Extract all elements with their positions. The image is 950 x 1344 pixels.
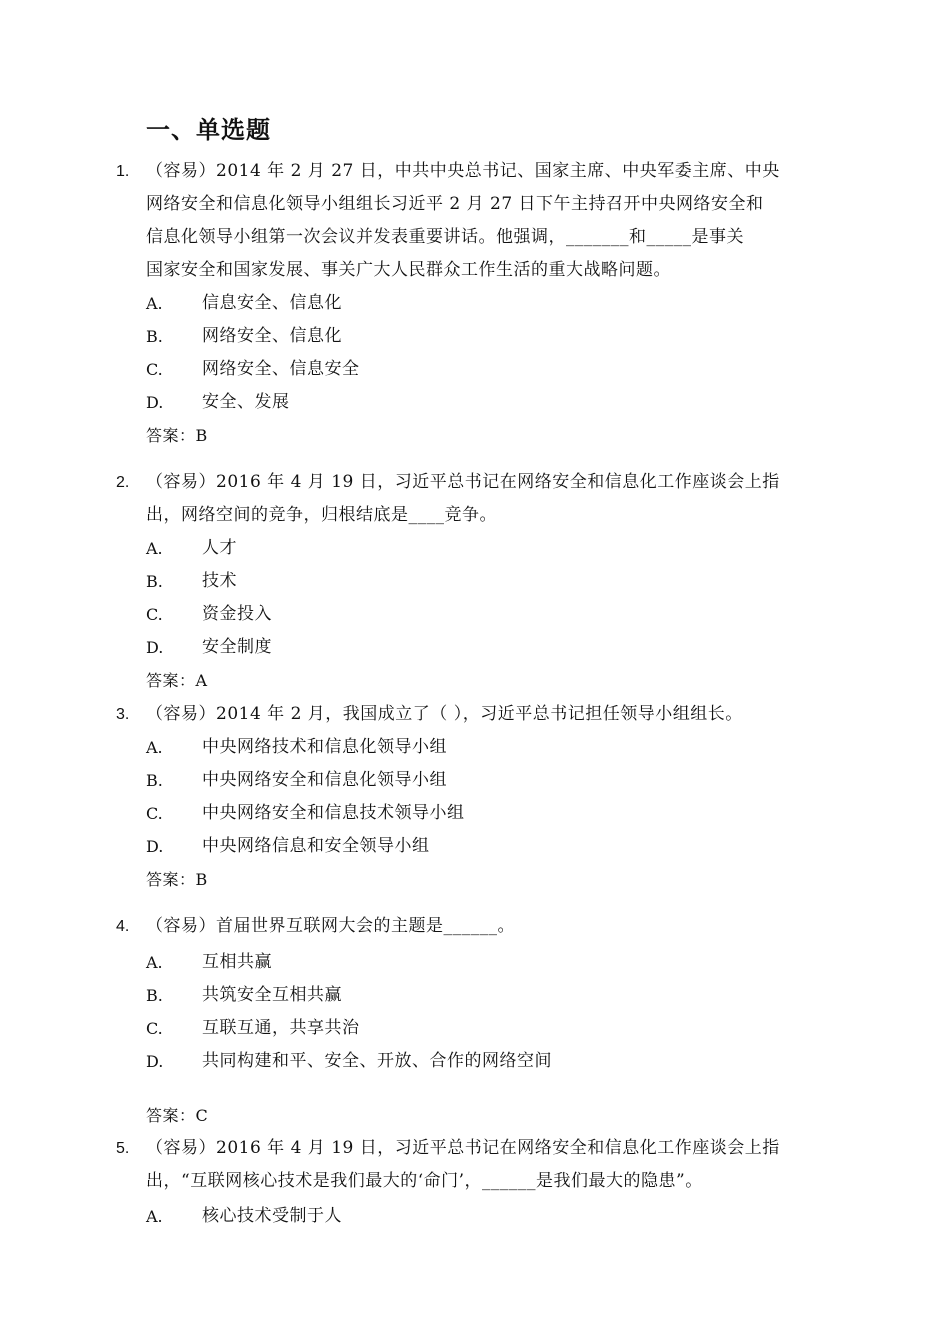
question-text-line: 国家安全和国家发展、事关广大人民群众工作生活的重大战略问题。 <box>146 260 671 280</box>
option-text: 共筑安全互相共赢 <box>202 985 342 1005</box>
question-number: 3. <box>116 706 130 723</box>
option-letter: A. <box>146 539 163 558</box>
option-text: 网络安全、信息安全 <box>202 359 360 379</box>
section-title: 一、单选题 <box>146 116 271 144</box>
answer-label: 答案：B <box>146 426 208 445</box>
option-letter: D. <box>146 393 164 412</box>
question-text-line: （容易）2014 年 2 月，我国成立了（ ），习近平总书记担任领导小组组长。 <box>146 704 743 724</box>
option-text: 安全、发展 <box>202 392 290 412</box>
question-text-line: 出，“互联网核心技术是我们最大的‘命门’，______是我们最大的隐患”。 <box>146 1171 703 1191</box>
answer-label: 答案：C <box>146 1106 209 1125</box>
option-letter: B. <box>146 327 163 346</box>
question-text-line: （容易）首届世界互联网大会的主题是______。 <box>146 916 515 936</box>
option-text: 安全制度 <box>202 637 272 657</box>
option-text: 中央网络安全和信息技术领导小组 <box>202 803 465 823</box>
question-text-line: （容易）2016 年 4 月 19 日，习近平总书记在网络安全和信息化工作座谈会上指 <box>146 1138 780 1158</box>
option-letter: A. <box>146 1207 163 1226</box>
option-text: 互相共赢 <box>202 952 272 972</box>
option-letter: A. <box>146 953 163 972</box>
option-letter: B. <box>146 572 163 591</box>
option-letter: D. <box>146 1052 164 1071</box>
option-text: 中央网络技术和信息化领导小组 <box>202 737 447 757</box>
question-text-line: 网络安全和信息化领导小组组长习近平 2 月 27 日下午主持召开中央网络安全和 <box>146 194 764 214</box>
option-text: 中央网络信息和安全领导小组 <box>202 836 430 856</box>
question-number: 1. <box>116 163 130 180</box>
option-text: 网络安全、信息化 <box>202 326 342 346</box>
option-text: 技术 <box>202 571 237 591</box>
option-text: 互联互通，共享共治 <box>202 1018 360 1038</box>
option-letter: B. <box>146 771 163 790</box>
option-letter: D. <box>146 837 164 856</box>
option-letter: D. <box>146 638 164 657</box>
question-text-line: 信息化领导小组第一次会议并发表重要讲话。他强调，_______和_____是事关 <box>146 227 744 247</box>
option-letter: B. <box>146 986 163 1005</box>
question-number: 5. <box>116 1140 130 1157</box>
question-text-line: （容易）2014 年 2 月 27 日，中共中央总书记、国家主席、中央军委主席、中央 <box>146 161 780 181</box>
option-letter: C. <box>146 605 163 624</box>
option-text: 资金投入 <box>202 604 272 624</box>
option-text: 信息安全、信息化 <box>202 293 342 313</box>
option-text: 人才 <box>202 538 237 558</box>
question-number: 4. <box>116 918 130 935</box>
option-letter: C. <box>146 1019 163 1038</box>
option-letter: C. <box>146 804 163 823</box>
answer-label: 答案：B <box>146 870 208 889</box>
question-text-line: 出，网络空间的竞争，归根结底是____竞争。 <box>146 505 497 525</box>
question-number: 2. <box>116 474 130 491</box>
option-text: 中央网络安全和信息化领导小组 <box>202 770 447 790</box>
option-letter: A. <box>146 294 163 313</box>
option-letter: A. <box>146 738 163 757</box>
answer-label: 答案：A <box>146 671 208 690</box>
option-text: 共同构建和平、安全、开放、合作的网络空间 <box>202 1051 552 1071</box>
option-text: 核心技术受制于人 <box>202 1206 342 1226</box>
option-letter: C. <box>146 360 163 379</box>
question-text-line: （容易）2016 年 4 月 19 日，习近平总书记在网络安全和信息化工作座谈会上指 <box>146 472 780 492</box>
